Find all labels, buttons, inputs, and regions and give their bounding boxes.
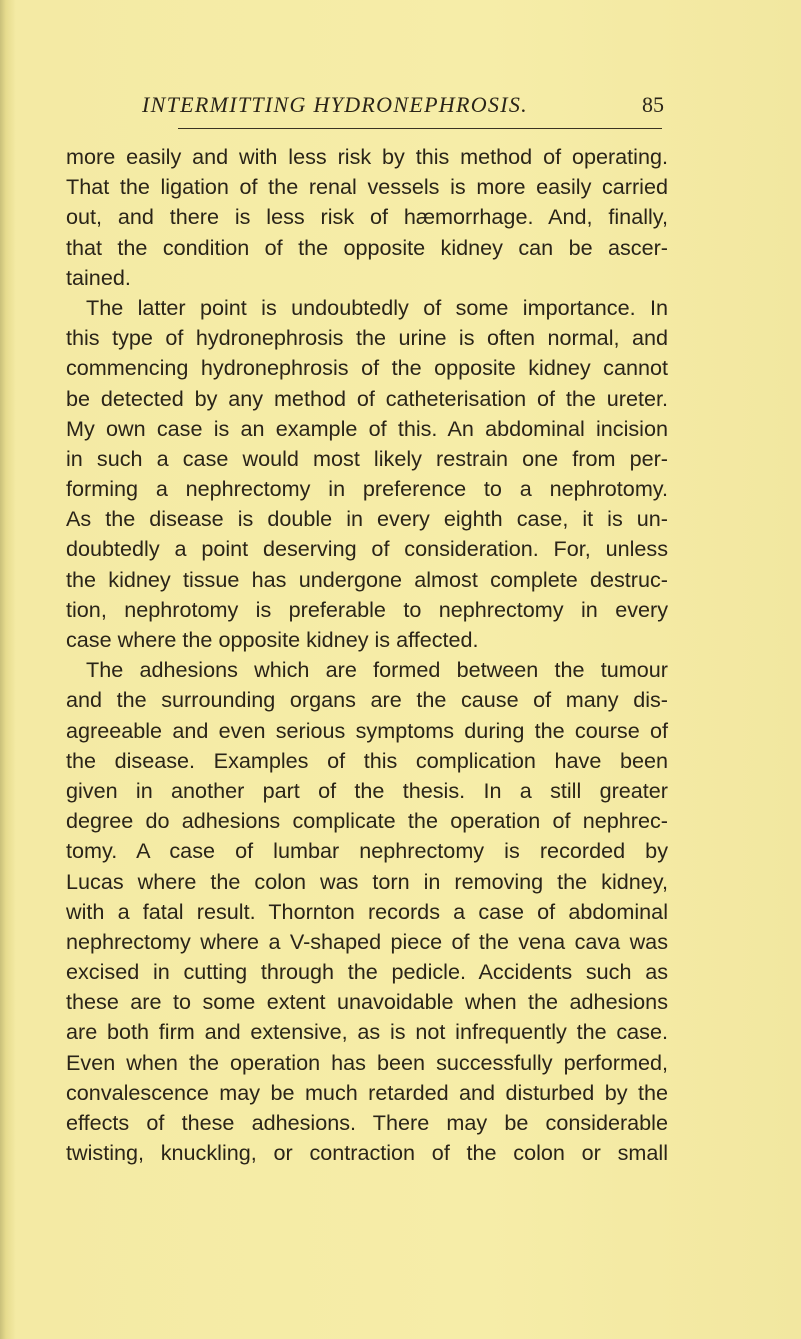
text-line: more easily and with less risk by this method of operating. [66, 144, 668, 169]
text-line: and the surrounding organs are the cause of many dis- [66, 687, 668, 713]
paragraph-start-line: The latter point is undoubtedly of some importance. In [86, 294, 668, 320]
text-line: given in another part of the thesis. In a still greater [66, 777, 668, 803]
text-line: are both firm and extensive, as is not infrequently the case. [66, 1019, 668, 1045]
text-line: commencing hydronephrosis of the opposite kidney cannot [66, 355, 668, 381]
text-line: Lucas where the colon was torn in removing the kidney, [66, 868, 668, 894]
text-line: case where the opposite kidney is affected. [66, 627, 479, 652]
text-line: out, and there is less risk of hæmorrhage. And, finally, [66, 204, 668, 230]
running-head [142, 92, 682, 122]
text-line: My own case is an example of this. An abdominal incision [66, 415, 668, 441]
text-line: doubtedly a point deserving of consideration. For, unless [66, 536, 668, 562]
body-text [66, 142, 668, 1168]
text-line: agreeable and even serious symptoms during the course of [66, 717, 668, 743]
text-line: twisting, knuckling, or contraction of the colon or small [66, 1140, 668, 1166]
text-line: tomy. A case of lumbar nephrectomy is recorded by [66, 838, 668, 864]
text-line: convalescence may be much retarded and disturbed by the [66, 1079, 668, 1105]
text-line: these are to some extent unavoidable when the adhesions [66, 989, 668, 1015]
text-line: tion, nephrotomy is preferable to nephrectomy in every [66, 596, 668, 622]
text-line: That the ligation of the renal vessels is more easily carried [66, 174, 668, 200]
text-line: nephrectomy where a V-shaped piece of the vena cava was [66, 928, 668, 954]
text-line: effects of these adhesions. There may be considerable [66, 1110, 668, 1135]
text-line: the disease. Examples of this complication have been [66, 747, 668, 773]
text-line: Even when the operation has been successfully performed, [66, 1049, 668, 1075]
page-number: 85 [642, 92, 664, 117]
text-line: the kidney tissue has undergone almost complete destruc- [66, 566, 668, 592]
text-line: As the disease is double in every eighth case, it is un- [66, 506, 668, 532]
text-line: excised in cutting through the pedicle. Accidents such as [66, 959, 668, 985]
text-line: in such a case would most likely restrain one from per- [66, 445, 668, 471]
paragraph-start-line: The adhesions which are formed between the tumour [86, 657, 668, 683]
text-line: with a fatal result. Thornton records a case of abdominal [66, 898, 668, 924]
text-line: this type of hydronephrosis the urine is often normal, and [66, 325, 668, 351]
text-line: tained. [66, 264, 131, 290]
text-line: forming a nephrectomy in preference to a nephrotomy. [66, 476, 668, 502]
header-rule [178, 128, 662, 129]
text-line: be detected by any method of catheterisation of the ureter. [66, 385, 668, 411]
text-line: that the condition of the opposite kidney can be ascer- [66, 234, 668, 260]
running-title: INTERMITTING HYDRONEPHROSIS. [142, 92, 528, 117]
text-line: degree do adhesions complicate the operation of nephrec- [66, 808, 668, 834]
